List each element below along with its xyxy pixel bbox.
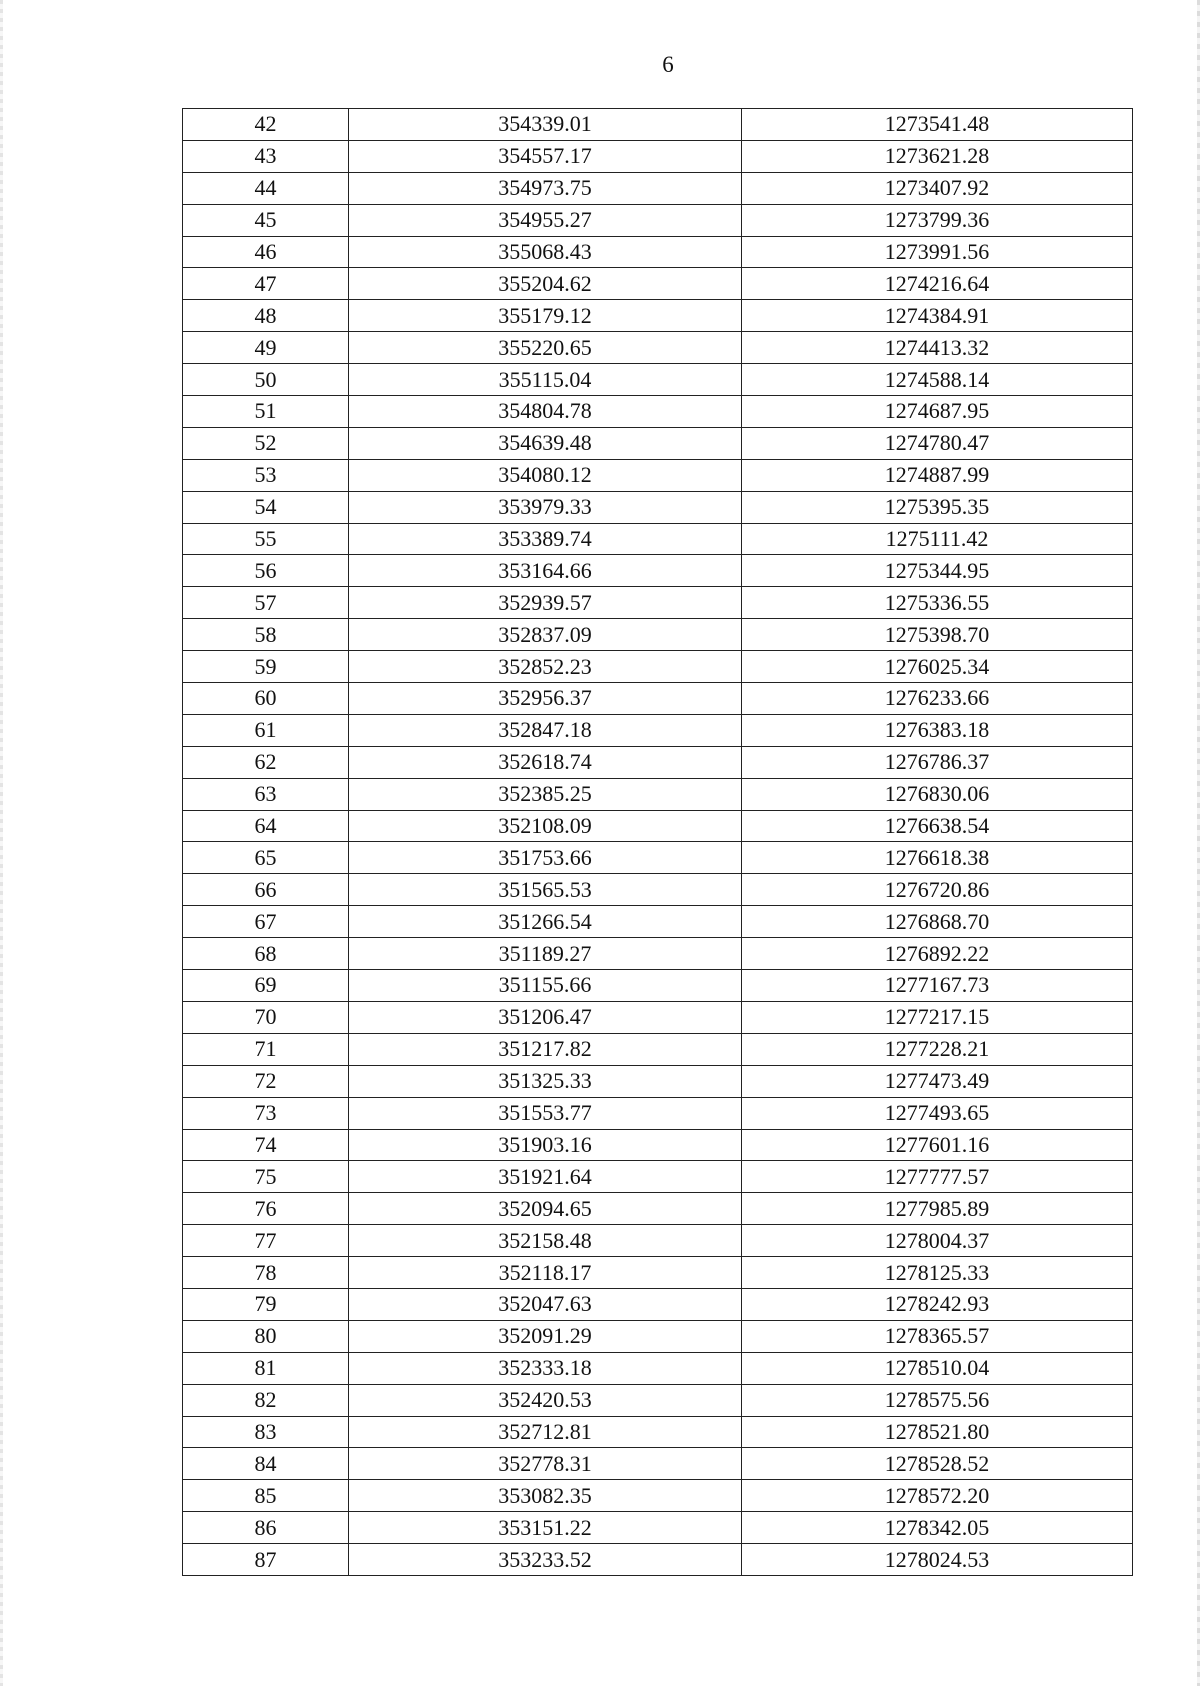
table-row [183,1097,1133,1129]
point-number-cell: 87 [183,1544,349,1576]
y-coordinate-cell: 1276868.70 [742,906,1133,938]
point-number-cell: 62 [183,746,349,778]
table-row [183,714,1133,746]
x-coordinate-cell: 354557.17 [349,140,742,172]
y-coordinate-cell: 1278125.33 [742,1257,1133,1289]
y-coordinate-cell: 1274887.99 [742,459,1133,491]
coordinate-table [182,108,1133,1576]
y-coordinate-cell: 1276786.37 [742,746,1133,778]
table-row [183,1001,1133,1033]
y-coordinate-cell: 1274780.47 [742,427,1133,459]
y-coordinate-cell: 1273541.48 [742,109,1133,141]
scan-edge-left [0,0,3,1686]
point-number-cell: 68 [183,938,349,970]
table-row [183,1033,1133,1065]
x-coordinate-cell: 352956.37 [349,683,742,715]
x-coordinate-cell: 355204.62 [349,268,742,300]
y-coordinate-cell: 1273407.92 [742,172,1133,204]
point-number-cell: 61 [183,714,349,746]
x-coordinate-cell: 351217.82 [349,1033,742,1065]
point-number-cell: 52 [183,427,349,459]
table-row [183,970,1133,1002]
point-number-cell: 73 [183,1097,349,1129]
table-row [183,587,1133,619]
point-number-cell: 59 [183,651,349,683]
table-row [183,364,1133,396]
point-number-cell: 58 [183,619,349,651]
x-coordinate-cell: 352778.31 [349,1448,742,1480]
table-row [183,778,1133,810]
x-coordinate-cell: 354973.75 [349,172,742,204]
x-coordinate-cell: 352852.23 [349,651,742,683]
y-coordinate-cell: 1278242.93 [742,1288,1133,1320]
x-coordinate-cell: 352047.63 [349,1288,742,1320]
x-coordinate-cell: 355068.43 [349,236,742,268]
point-number-cell: 81 [183,1352,349,1384]
point-number-cell: 45 [183,204,349,236]
y-coordinate-cell: 1278521.80 [742,1416,1133,1448]
x-coordinate-cell: 352094.65 [349,1193,742,1225]
x-coordinate-cell: 355115.04 [349,364,742,396]
y-coordinate-cell: 1277777.57 [742,1161,1133,1193]
x-coordinate-cell: 353979.33 [349,491,742,523]
y-coordinate-cell: 1273799.36 [742,204,1133,236]
point-number-cell: 71 [183,1033,349,1065]
y-coordinate-cell: 1276720.86 [742,874,1133,906]
table-row [183,1352,1133,1384]
point-number-cell: 65 [183,842,349,874]
coordinate-table-body [183,109,1133,1576]
y-coordinate-cell: 1277217.15 [742,1001,1133,1033]
x-coordinate-cell: 351553.77 [349,1097,742,1129]
y-coordinate-cell: 1274216.64 [742,268,1133,300]
table-row [183,938,1133,970]
x-coordinate-cell: 353151.22 [349,1512,742,1544]
table-row [183,1416,1133,1448]
x-coordinate-cell: 351921.64 [349,1161,742,1193]
table-row [183,619,1133,651]
point-number-cell: 50 [183,364,349,396]
x-coordinate-cell: 351266.54 [349,906,742,938]
y-coordinate-cell: 1273991.56 [742,236,1133,268]
point-number-cell: 54 [183,491,349,523]
table-row [183,427,1133,459]
x-coordinate-cell: 352939.57 [349,587,742,619]
point-number-cell: 47 [183,268,349,300]
point-number-cell: 69 [183,970,349,1002]
table-row [183,236,1133,268]
y-coordinate-cell: 1278024.53 [742,1544,1133,1576]
table-row [183,1544,1133,1576]
point-number-cell: 57 [183,587,349,619]
x-coordinate-cell: 351753.66 [349,842,742,874]
point-number-cell: 70 [183,1001,349,1033]
table-row [183,204,1133,236]
y-coordinate-cell: 1276638.54 [742,810,1133,842]
y-coordinate-cell: 1278510.04 [742,1352,1133,1384]
point-number-cell: 49 [183,332,349,364]
x-coordinate-cell: 352712.81 [349,1416,742,1448]
y-coordinate-cell: 1278365.57 [742,1320,1133,1352]
table-row [183,746,1133,778]
y-coordinate-cell: 1277601.16 [742,1129,1133,1161]
point-number-cell: 56 [183,555,349,587]
point-number-cell: 63 [183,778,349,810]
table-row [183,810,1133,842]
table-row [183,1193,1133,1225]
point-number-cell: 82 [183,1384,349,1416]
x-coordinate-cell: 352385.25 [349,778,742,810]
x-coordinate-cell: 355179.12 [349,300,742,332]
x-coordinate-cell: 352847.18 [349,714,742,746]
x-coordinate-cell: 352333.18 [349,1352,742,1384]
point-number-cell: 53 [183,459,349,491]
table-row [183,268,1133,300]
x-coordinate-cell: 354339.01 [349,109,742,141]
y-coordinate-cell: 1274588.14 [742,364,1133,396]
table-row [183,651,1133,683]
y-coordinate-cell: 1276025.34 [742,651,1133,683]
point-number-cell: 77 [183,1225,349,1257]
point-number-cell: 67 [183,906,349,938]
table-row [183,1384,1133,1416]
y-coordinate-cell: 1277228.21 [742,1033,1133,1065]
page-number: 6 [662,52,674,77]
y-coordinate-cell: 1277473.49 [742,1065,1133,1097]
table-row [183,842,1133,874]
table-row [183,1448,1133,1480]
x-coordinate-cell: 353233.52 [349,1544,742,1576]
y-coordinate-cell: 1273621.28 [742,140,1133,172]
point-number-cell: 80 [183,1320,349,1352]
x-coordinate-cell: 352118.17 [349,1257,742,1289]
y-coordinate-cell: 1277493.65 [742,1097,1133,1129]
table-row [183,683,1133,715]
table-row [183,1225,1133,1257]
table-row [183,1257,1133,1289]
y-coordinate-cell: 1274413.32 [742,332,1133,364]
table-row [183,1065,1133,1097]
x-coordinate-cell: 354639.48 [349,427,742,459]
point-number-cell: 44 [183,172,349,204]
y-coordinate-cell: 1275344.95 [742,555,1133,587]
x-coordinate-cell: 351325.33 [349,1065,742,1097]
table-row [183,1512,1133,1544]
x-coordinate-cell: 352618.74 [349,746,742,778]
x-coordinate-cell: 352420.53 [349,1384,742,1416]
table-row [183,1129,1133,1161]
x-coordinate-cell: 351903.16 [349,1129,742,1161]
x-coordinate-cell: 354080.12 [349,459,742,491]
table-row [183,172,1133,204]
y-coordinate-cell: 1277985.89 [742,1193,1133,1225]
table-row [183,109,1133,141]
table-row [183,300,1133,332]
point-number-cell: 85 [183,1480,349,1512]
point-number-cell: 60 [183,683,349,715]
y-coordinate-cell: 1276383.18 [742,714,1133,746]
y-coordinate-cell: 1275111.42 [742,523,1133,555]
y-coordinate-cell: 1277167.73 [742,970,1133,1002]
x-coordinate-cell: 353389.74 [349,523,742,555]
table-row [183,140,1133,172]
point-number-cell: 46 [183,236,349,268]
x-coordinate-cell: 355220.65 [349,332,742,364]
table-row [183,459,1133,491]
x-coordinate-cell: 351206.47 [349,1001,742,1033]
table-row [183,555,1133,587]
y-coordinate-cell: 1278575.56 [742,1384,1133,1416]
point-number-cell: 83 [183,1416,349,1448]
table-row [183,1320,1133,1352]
x-coordinate-cell: 354955.27 [349,204,742,236]
point-number-cell: 79 [183,1288,349,1320]
y-coordinate-cell: 1276830.06 [742,778,1133,810]
table-row [183,906,1133,938]
point-number-cell: 66 [183,874,349,906]
x-coordinate-cell: 352837.09 [349,619,742,651]
y-coordinate-cell: 1278528.52 [742,1448,1133,1480]
x-coordinate-cell: 351565.53 [349,874,742,906]
y-coordinate-cell: 1278572.20 [742,1480,1133,1512]
table-row [183,332,1133,364]
x-coordinate-cell: 351155.66 [349,970,742,1002]
y-coordinate-cell: 1274687.95 [742,396,1133,428]
y-coordinate-cell: 1276618.38 [742,842,1133,874]
x-coordinate-cell: 352091.29 [349,1320,742,1352]
point-number-cell: 86 [183,1512,349,1544]
table-row [183,1288,1133,1320]
y-coordinate-cell: 1278004.37 [742,1225,1133,1257]
point-number-cell: 75 [183,1161,349,1193]
table-row [183,523,1133,555]
y-coordinate-cell: 1278342.05 [742,1512,1133,1544]
point-number-cell: 51 [183,396,349,428]
x-coordinate-cell: 353082.35 [349,1480,742,1512]
point-number-cell: 43 [183,140,349,172]
y-coordinate-cell: 1276233.66 [742,683,1133,715]
point-number-cell: 72 [183,1065,349,1097]
point-number-cell: 55 [183,523,349,555]
x-coordinate-cell: 351189.27 [349,938,742,970]
x-coordinate-cell: 352158.48 [349,1225,742,1257]
point-number-cell: 84 [183,1448,349,1480]
x-coordinate-cell: 354804.78 [349,396,742,428]
table-row [183,874,1133,906]
table-row [183,396,1133,428]
table-row [183,1161,1133,1193]
table-row [183,491,1133,523]
x-coordinate-cell: 352108.09 [349,810,742,842]
point-number-cell: 42 [183,109,349,141]
y-coordinate-cell: 1275398.70 [742,619,1133,651]
point-number-cell: 74 [183,1129,349,1161]
table-row [183,1480,1133,1512]
point-number-cell: 76 [183,1193,349,1225]
point-number-cell: 48 [183,300,349,332]
point-number-cell: 78 [183,1257,349,1289]
y-coordinate-cell: 1274384.91 [742,300,1133,332]
y-coordinate-cell: 1275395.35 [742,491,1133,523]
y-coordinate-cell: 1276892.22 [742,938,1133,970]
point-number-cell: 64 [183,810,349,842]
y-coordinate-cell: 1275336.55 [742,587,1133,619]
x-coordinate-cell: 353164.66 [349,555,742,587]
